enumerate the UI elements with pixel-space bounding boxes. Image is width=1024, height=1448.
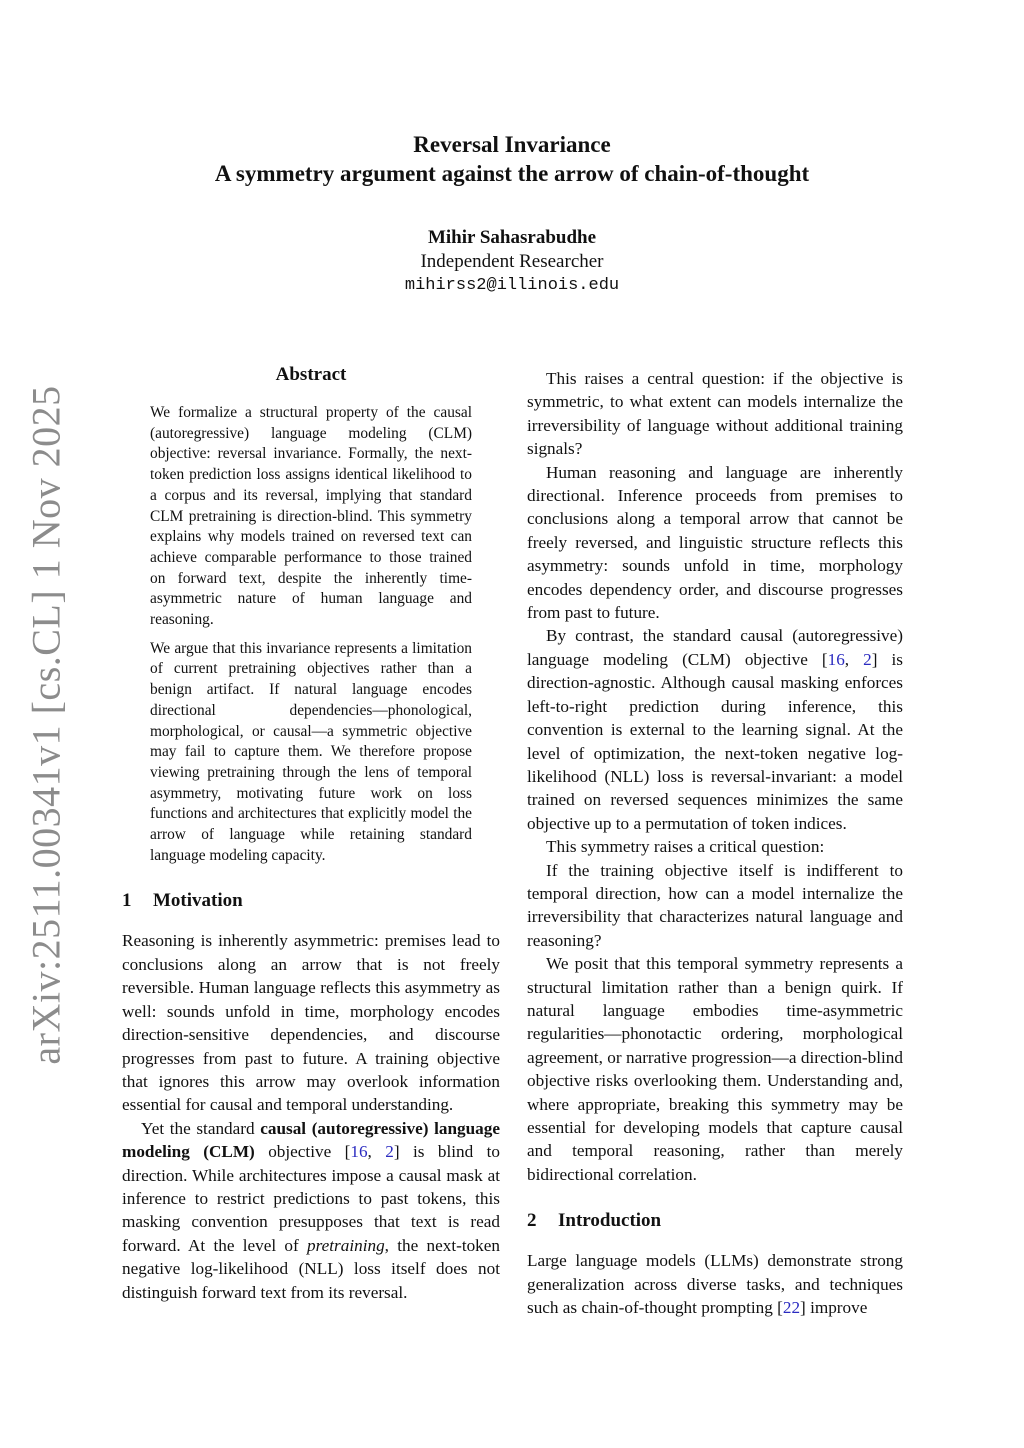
italic-term: pretraining — [307, 1235, 385, 1255]
section-title: Introduction — [558, 1210, 662, 1232]
section-body-motivation — [122, 929, 500, 1304]
author-name: Mihir Sahasrabudhe — [427, 227, 597, 248]
body-paragraph: If the training objective itself is indifferent to temporal direction, how can a model internalize the irreversibility that characterizes natural language and reasoning? — [527, 860, 903, 950]
abstract-paragraph: We formalize a structural property of the causal (autoregressive) language modeling (CLM) objective: reversal invariance. Formally, the next-token prediction loss assigns identical likelihood to a corpus and its reversal, implying that standard CLM pretraining is direction-blind. This symmetry explains why models trained on reversed text can achieve comparable performance to those trained on forward text, despite the inherently time-asymmetric nature of human language and reasoning. — [150, 404, 472, 629]
left-column — [122, 364, 500, 1304]
author-affiliation: Independent Researcher — [420, 251, 604, 272]
section-heading-introduction — [527, 1210, 903, 1232]
abstract-body — [150, 403, 472, 866]
author-email[interactable]: mihirss2@illinois.edu — [404, 276, 620, 295]
body-paragraph: This raises a central question: if the objective is symmetric, to what extent can models internalize the irreversibility of language without additional training signals? — [527, 369, 903, 459]
body-paragraph: Reasoning is inherently asymmetric: premises lead to conclusions along an arrow that is not freely reversible. Human language reflects this asymmetry as well: sounds unfold in time, morphology encodes direction-sensitive dependencies, and discourse progresses from past to future. A training objective that ignores this arrow may overlook information essential for causal and temporal understanding. — [122, 931, 500, 1115]
title-line-1: Reversal Invariance — [413, 132, 611, 157]
right-column-body — [527, 367, 903, 1186]
abstract-heading: Abstract — [275, 364, 347, 385]
body-paragraph: This symmetry raises a critical question: — [546, 837, 825, 857]
body-paragraph: By contrast, the standard causal (autoregressive) language modeling (CLM) objective [16, 2] is direction-agnostic. Although causal masking enforces left-to-right prediction during inference, this convention is external to the learning signal. At the level of optimization, the next-token negative log-likelihood (NLL) loss is reversal-invariant: a model trained on reversed sequences minimizes the same objective up to a permutation of token indices. — [527, 626, 903, 833]
body-paragraph: Human reasoning and language are inherently directional. Inference proceeds from premises to conclusions along a temporal arrow that cannot be freely reversed, and linguistic structure reflects this asymmetry: sounds unfold in time, morphology encodes dependency order, and discourse progresses from past to future. — [527, 462, 903, 623]
citation-link[interactable]: 2 — [863, 649, 872, 669]
right-column — [527, 367, 903, 1319]
citation-link[interactable]: 2 — [385, 1142, 394, 1162]
section-number: 1 — [122, 890, 132, 912]
body-paragraph: Large language models (LLMs) demonstrate strong generalization across diverse tasks, and techniques such as chain-of-thought prompting [22] improve — [527, 1251, 903, 1318]
section-body-introduction — [527, 1249, 903, 1319]
citation-link[interactable]: 16 — [350, 1142, 368, 1162]
bold-term: causal (autoregressive) language modeling (CLM) — [122, 1118, 500, 1162]
paper-title — [0, 130, 1024, 188]
citation-link[interactable]: 22 — [782, 1298, 801, 1318]
abstract-paragraph: We argue that this invariance represents a limitation of current pretraining objectives rather than a benign artifact. If natural language encodes directional dependencies—phonological, morphological, or causal—a symmetric objective may fail to capture them. We therefore propose viewing pretraining through the lens of temporal asymmetry, motivating future work on loss functions and architectures that explicitly model the arrow of language while retaining standard language modeling capacity. — [150, 639, 472, 864]
arxiv-sidebar — [20, 385, 72, 1065]
arxiv-identifier: arXiv:2511.00341v1 [cs.CL] 1 Nov 2025 — [23, 385, 69, 1065]
citation-link[interactable]: 16 — [827, 649, 845, 669]
section-number: 2 — [527, 1210, 537, 1232]
section-title: Motivation — [153, 890, 243, 912]
body-paragraph: Yet the standard causal (autoregressive) language modeling (CLM) objective [16, 2] is blind to direction. While architectures impose a causal mask at inference to restrict predictions to past tokens, this masking convention presupposes that text is read forward. At the level of pretraining, the next-token negative log-likelihood (NLL) loss itself does not distinguish forward text from its reversal. — [122, 1118, 501, 1302]
author-block — [0, 226, 1024, 298]
section-heading-motivation — [122, 890, 500, 912]
body-paragraph: We posit that this temporal symmetry represents a structural limitation rather than a benign quirk. If natural language embodies time-asymmetric regularities—phonotactic ordering, morphological agreement, or narrative progression—a direction-blind objective risks overlooking them. Understanding and, where appropriate, breaking this symmetry may be essential for developing models that capture causal and temporal reasoning, rather than merely bidirectional correlation. — [527, 954, 903, 1184]
title-line-2: A symmetry argument against the arrow of chain-of-thought — [214, 161, 810, 186]
